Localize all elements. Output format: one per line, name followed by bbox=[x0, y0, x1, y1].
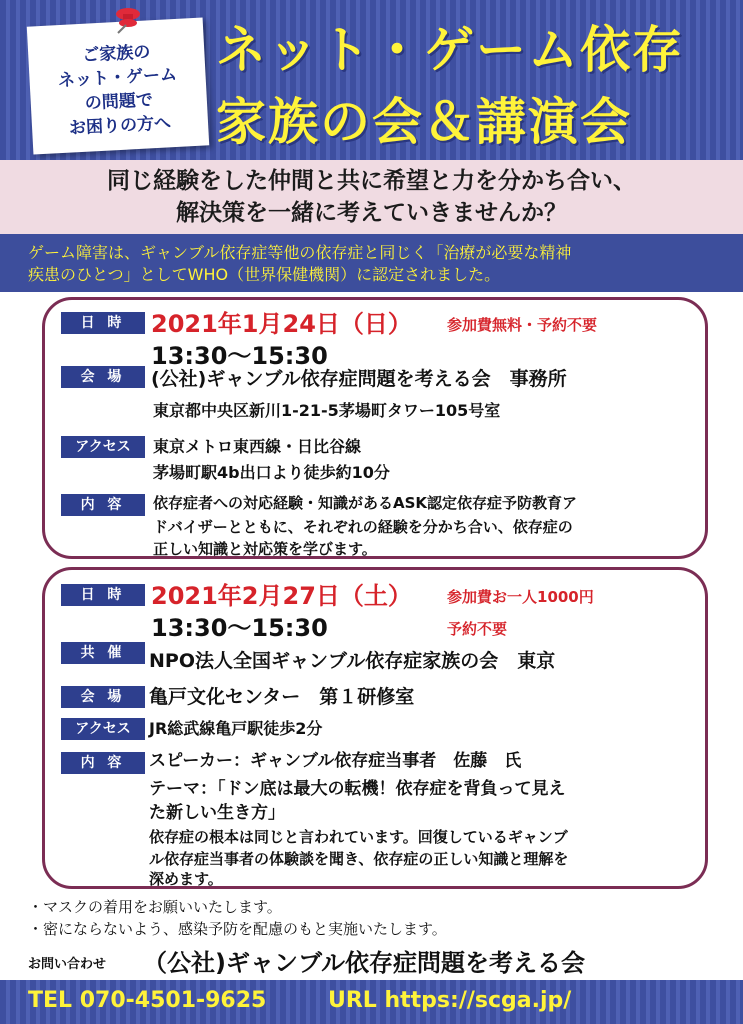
event-2-theme-line-2: た新しい生き方」 bbox=[149, 803, 285, 823]
event-1-date: 2021年1月24日（日） bbox=[151, 310, 412, 338]
event-2-desc-line-1: 依存症の根本は同じと言われています。回復しているギャンブ bbox=[149, 828, 568, 846]
contact-band bbox=[0, 980, 743, 1024]
label-datetime: 日 時 bbox=[61, 584, 145, 606]
event-2-speaker: スピーカー：ギャンブル依存症当事者 佐藤 氏 bbox=[149, 751, 522, 771]
note-mask: ・マスクの着用をお願いいたします。 bbox=[28, 898, 282, 916]
who-notice-line-2: 疾患のひとつ」としてWHO（世界保健機関）に認定されました。 bbox=[28, 265, 501, 284]
note-distancing: ・密にならないよう、感染予防を配慮のもと実施いたします。 bbox=[28, 920, 447, 938]
event-2-access: JR総武線亀戸駅徒歩2分 bbox=[149, 719, 323, 738]
subtitle-line-1: 同じ経験をした仲間と共に希望と力を分かち合い、 bbox=[107, 168, 636, 194]
title-line-1: ネット・ゲーム依存 bbox=[216, 21, 684, 79]
label-venue: 会 場 bbox=[61, 686, 145, 708]
event-2-venue: 亀戸文化センター 第１研修室 bbox=[149, 686, 415, 708]
label-access: アクセス bbox=[61, 718, 145, 740]
label-content: 内 容 bbox=[61, 752, 145, 774]
contact-label: お問い合わせ bbox=[28, 957, 107, 972]
note-line: ご家族の bbox=[81, 42, 151, 66]
event-1-time: 13:30〜15:30 bbox=[151, 342, 328, 370]
label-access: アクセス bbox=[61, 436, 145, 458]
title-line-2: 家族の会＆講演会 bbox=[216, 93, 632, 151]
who-notice-band bbox=[0, 234, 743, 292]
event-1-box bbox=[42, 297, 708, 559]
event-1-address: 東京都中央区新川1-21-5茅場町タワー105号室 bbox=[153, 401, 501, 420]
label-venue: 会 場 bbox=[61, 366, 145, 388]
header-banner bbox=[0, 0, 743, 160]
event-1-access-line-1: 東京メトロ東西線・日比谷線 bbox=[153, 437, 362, 456]
event-1-fee: 参加費無料・予約不要 bbox=[447, 316, 598, 334]
note-line: お困りの方へ bbox=[68, 113, 172, 139]
subtitle-banner bbox=[0, 160, 743, 234]
event-1-venue: (公社)ギャンブル依存症問題を考える会 事務所 bbox=[151, 368, 567, 390]
event-2-box bbox=[42, 567, 708, 889]
event-2-date: 2021年2月27日（土） bbox=[151, 582, 412, 610]
contact-organization: （公社)ギャンブル依存症問題を考える会 bbox=[143, 949, 586, 977]
note-line: ネット・ゲーム bbox=[57, 64, 178, 92]
label-content: 内 容 bbox=[61, 494, 145, 516]
event-1-content-line-3: 正しい知識と対応策を学びます。 bbox=[153, 540, 377, 558]
event-2-theme-line-1: テーマ：「ドン底は最大の転機！依存症を背負って見え bbox=[149, 779, 566, 799]
note-card bbox=[27, 17, 209, 154]
website-link[interactable]: URL https://scga.jp/ bbox=[328, 988, 572, 1013]
event-2-fee: 参加費お一人1000円 bbox=[447, 588, 594, 606]
phone-number[interactable]: TEL 070-4501-9625 bbox=[28, 988, 267, 1013]
event-1-content-line-1: 依存症者への対応経験・知識があるASK認定依存症予防教育ア bbox=[153, 494, 578, 512]
event-2-desc-line-2: ル依存症当事者の体験談を聞き、依存症の正しい知識と理解を bbox=[149, 850, 569, 868]
event-2-time: 13:30〜15:30 bbox=[151, 614, 328, 642]
who-notice-line-1: ゲーム障害は、ギャンブル依存症等他の依存症と同じく「治療が必要な精神 bbox=[28, 243, 572, 262]
label-cohost: 共 催 bbox=[61, 642, 145, 664]
event-1-content-line-2: ドバイザーとともに、それぞれの経験を分かち合い、依存症の bbox=[153, 518, 573, 536]
event-1-access-line-2: 茅場町駅4b出口より徒歩約10分 bbox=[153, 463, 390, 482]
label-datetime: 日 時 bbox=[61, 312, 145, 334]
subtitle-line-2: 解決策を一緒に考えていきませんか？ bbox=[176, 200, 567, 226]
push-pin-icon bbox=[108, 6, 144, 34]
event-2-desc-line-3: 深めます。 bbox=[149, 870, 223, 888]
event-2-cohost: NPO法人全国ギャンブル依存症家族の会 東京 bbox=[149, 650, 556, 672]
note-line: の問題で bbox=[84, 90, 154, 114]
event-2-reservation: 予約不要 bbox=[447, 620, 508, 638]
